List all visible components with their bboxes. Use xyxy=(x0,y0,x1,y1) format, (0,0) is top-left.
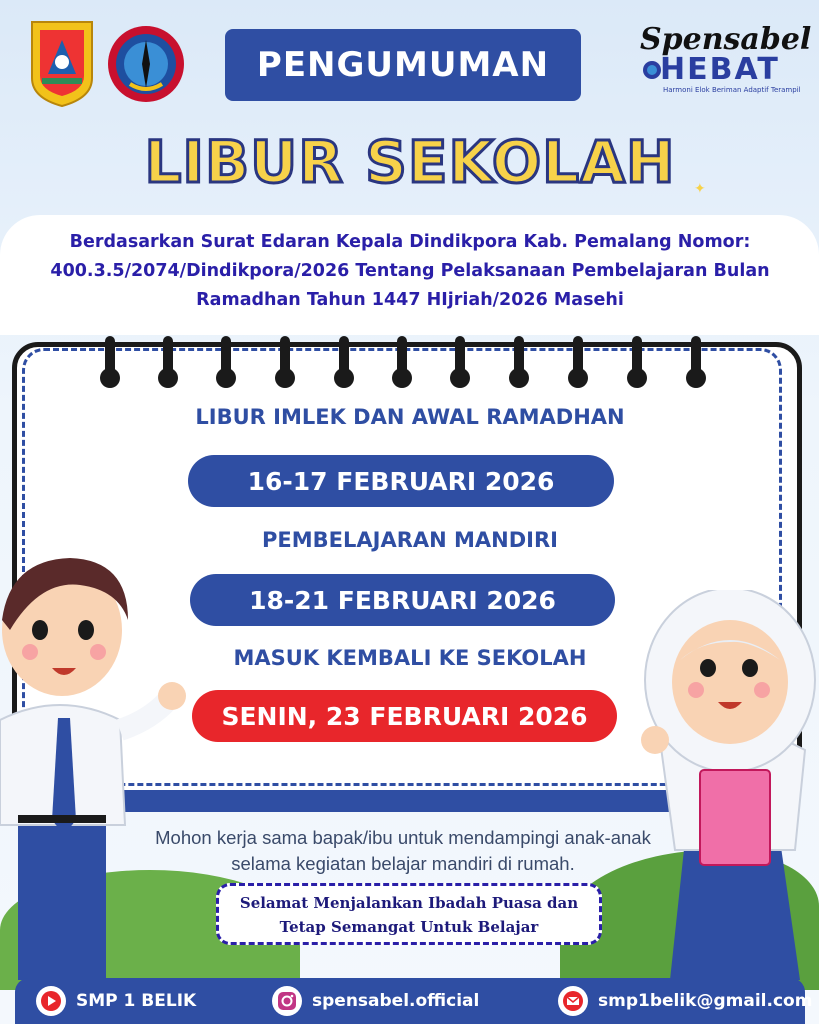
brand-hebat-text: HEBAT xyxy=(660,52,780,87)
girl-student-illustration xyxy=(630,590,819,980)
boy-student-illustration xyxy=(0,540,190,980)
note-line: Mohon kerja sama bapak/ibu untuk mendampingi anak-anak xyxy=(155,827,651,848)
intro-line: 400.3.5/2074/Dindikpora/2026 Tentang Pelaksanaan Pembelajaran Bulan xyxy=(50,261,770,281)
announcement-title: PENGUMUMAN xyxy=(225,29,581,101)
sparkle-icon: ✦ xyxy=(694,181,706,197)
footer-youtube-link[interactable] xyxy=(36,985,196,1017)
calendar-ring-icon xyxy=(455,336,465,382)
calendar-ring-icon xyxy=(397,336,407,382)
calendar-ring-icon xyxy=(691,336,701,382)
instagram-icon xyxy=(272,986,302,1016)
headline-school-holiday: LIBUR SEKOLAH xyxy=(144,128,676,196)
calendar-ring-icon xyxy=(280,336,290,382)
calendar-ring-icon xyxy=(514,336,524,382)
calendar-ring-icon xyxy=(339,336,349,382)
calendar-footer-strip xyxy=(112,790,692,812)
schedule-label-return: MASUK KEMBALI KE SEKOLAH xyxy=(233,646,587,670)
school-logo xyxy=(106,24,186,104)
intro-line: Ramadhan Tahun 1447 HIjriah/2026 Masehi xyxy=(196,290,624,310)
calendar-ring-icon xyxy=(632,336,642,382)
wish-line: Selamat Menjalankan Ibadah Puasa dan xyxy=(239,894,579,912)
date-pill-return: SENIN, 23 FEBRUARI 2026 xyxy=(192,690,617,742)
calendar-ring-icon xyxy=(163,336,173,382)
footer-email-label: smp1belik@gmail.com xyxy=(598,991,813,1011)
brand-script-text: Spensabel xyxy=(640,22,812,57)
date-pill-imlek: 16-17 FEBRUARI 2026 xyxy=(188,455,614,507)
email-icon xyxy=(558,986,588,1016)
footer-instagram-label: spensabel.official xyxy=(312,991,480,1011)
regency-emblem-logo xyxy=(28,18,96,108)
brand-emblem-icon xyxy=(642,60,662,80)
youtube-icon xyxy=(36,986,66,1016)
calendar-ring-icon xyxy=(105,336,115,382)
calendar-ring-icon xyxy=(573,336,583,382)
schedule-label-mandiri: PEMBELAJARAN MANDIRI xyxy=(262,528,558,552)
calendar-ring-icon xyxy=(221,336,231,382)
fasting-wish-box xyxy=(216,883,602,945)
parent-note xyxy=(108,825,698,881)
wish-line: Tetap Semangat Untuk Belajar xyxy=(279,918,539,936)
footer-email-link[interactable] xyxy=(558,985,812,1017)
intro-text xyxy=(40,228,780,318)
schedule-label-imlek: LIBUR IMLEK DAN AWAL RAMADHAN xyxy=(195,405,625,429)
footer-instagram-link[interactable] xyxy=(272,985,479,1017)
intro-line: Berdasarkan Surat Edaran Kepala Dindikpora Kab. Pemalang Nomor: xyxy=(69,232,751,252)
note-line: selama kegiatan belajar mandiri di rumah. xyxy=(231,853,575,874)
date-pill-mandiri: 18-21 FEBRUARI 2026 xyxy=(190,574,615,626)
footer-youtube-label: SMP 1 BELIK xyxy=(76,991,197,1011)
brand-tagline: Harmoni Elok Beriman Adaptif Terampil xyxy=(663,86,801,94)
